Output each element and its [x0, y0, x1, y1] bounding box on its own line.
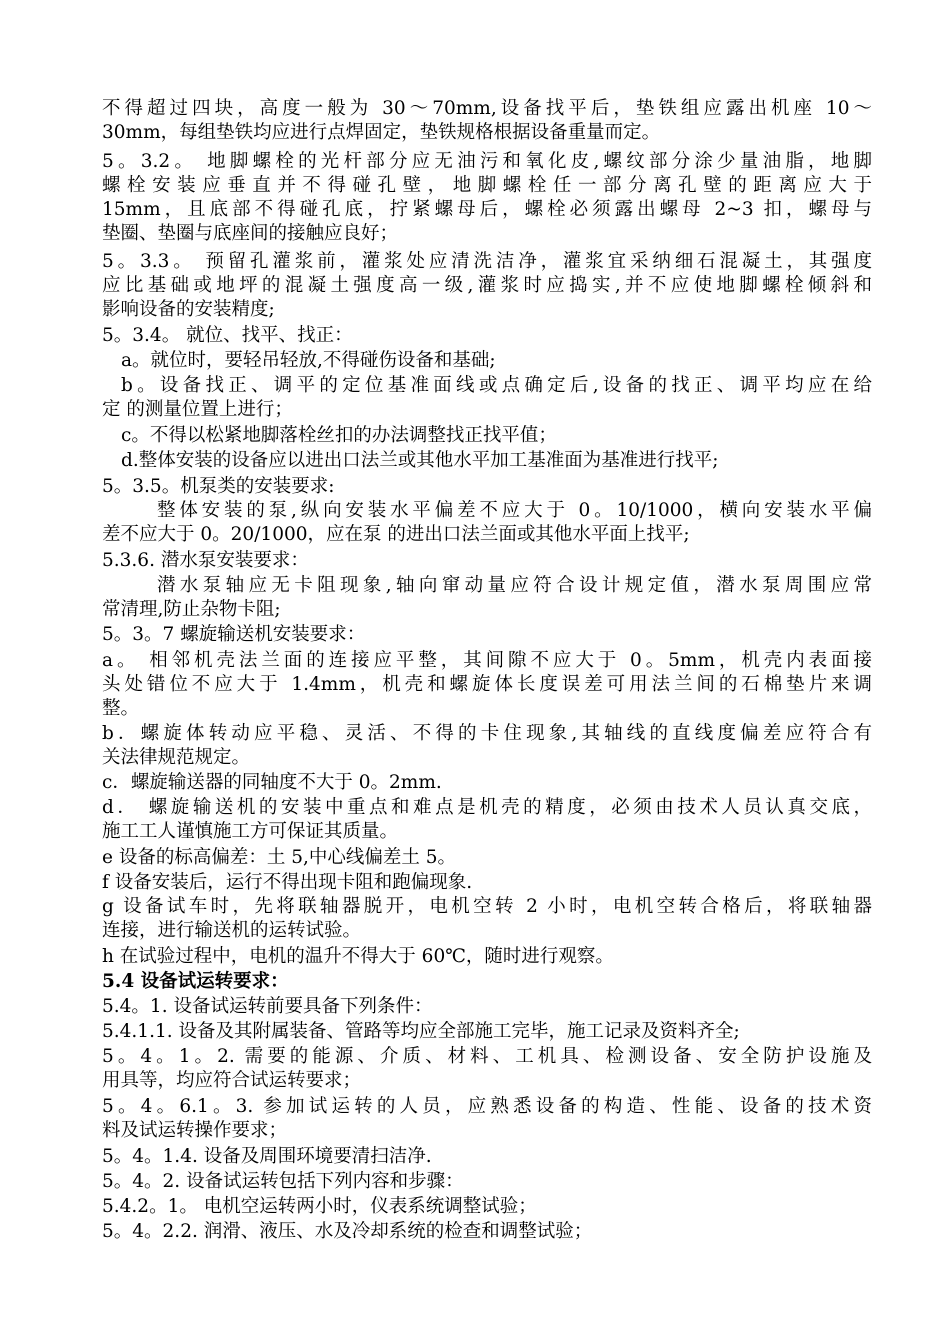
text-line: a。 相邻机壳法兰面的连接应平整，其间隙不应大于 0。5mm，机壳内表面接	[102, 650, 872, 671]
section-heading: 5.3.6. 潜水泵安装要求：	[102, 550, 309, 571]
text-line: 5。4。2. 设备试运转包括下列内容和步骤：	[102, 1171, 464, 1192]
text-line: g 设备试车时，先将联轴器脱开，电机空转 2 小时，电机空转合格后，将联轴器	[102, 896, 872, 917]
text-line: 不得超过四块，高度一般为 30～70mm,设备找平后，垫铁组应露出机座 10～	[102, 98, 872, 119]
text-line: f 设备安装后，运行不得出现卡阻和跑偏现象.	[102, 872, 473, 893]
text-line: 整体安装的泵,纵向安装水平偏差不应大于 0。10/1000，横向安装水平偏	[157, 500, 872, 521]
text-line: 影响设备的安装精度;	[102, 299, 275, 320]
text-line: 用具等，均应符合试运转要求；	[102, 1070, 362, 1091]
text-line: 5。4。1。2. 需要的能源、介质、材料、工机具、检测设备、安全防护设施及	[102, 1046, 872, 1067]
text-line: 5.4.2。1。 电机空运转两小时，仪表系统调整试验；	[102, 1196, 537, 1217]
text-line: 垫圈、垫圈与底座间的接触应良好；	[102, 223, 399, 244]
section-heading: 5。3。7 螺旋输送机安装要求：	[102, 624, 366, 645]
text-line: 5.4。1. 设备试运转前要具备下列条件：	[102, 996, 433, 1017]
section-heading: 5。3.5。机泵类的安装要求:	[102, 476, 335, 497]
list-item: c。不得以松紧地脚落栓丝扣的办法调整找正找平值；	[121, 425, 557, 446]
text-line: h 在试验过程中，电机的温升不得大于 60℃，随时进行观察。	[102, 946, 614, 967]
text-line: 5。3.2。 地脚螺栓的光杆部分应无油污和氧化皮,螺纹部分涂少量油脂，地脚	[102, 151, 872, 172]
text-line: d． 螺旋输送机的安装中重点和难点是机壳的精度，必须由技术人员认真交底，	[102, 797, 872, 818]
list-item: d.整体安装的设备应以进出口法兰或其他水平加工基准面为基准进行找平;	[121, 450, 719, 471]
text-line: 差不应大于 0。20/1000，应在泵 的进出口法兰面或其他水平面上找平;	[102, 524, 690, 545]
text-line: 施工工人谨慎施工方可保证其质量。	[102, 821, 399, 842]
list-item: a。就位时，要轻吊轻放,不得碰伤设备和基础;	[121, 350, 496, 371]
text-line: e 设备的标高偏差：土 5,中心线偏差土 5。	[102, 847, 457, 868]
text-line: 整。	[102, 698, 140, 719]
text-line: 头处错位不应大于 1.4mm，机壳和螺旋体长度误差可用法兰间的石棉垫片来调	[102, 674, 872, 695]
text-line: 5。4。6.1。3. 参加试运转的人员，应熟悉设备的构造、性能、设备的技术资	[102, 1096, 872, 1117]
section-heading: 5.4 设备试运转要求：	[102, 971, 289, 992]
text-line: 5。3.3。 预留孔灌浆前，灌浆处应清洗洁净，灌浆宜采纳细石混凝土，其强度	[102, 251, 872, 272]
text-line: 常清理,防止杂物卡阻;	[102, 599, 281, 620]
text-line: 连接，进行输送机的运转试验。	[102, 920, 362, 941]
text-line: 5。4。2.2. 润滑、液压、水及冷却系统的检查和调整试验；	[102, 1221, 593, 1242]
text-line: 关法律规范规定。	[102, 747, 251, 768]
text-line: 15mm，且底部不得碰孔底，拧紧螺母后，螺栓必须露出螺母 2~3 扣，螺母与	[102, 199, 872, 220]
text-line: 潜水泵轴应无卡阻现象,轴向窜动量应符合设计规定值，潜水泵周围应常	[157, 575, 872, 596]
text-line: 定 的测量位置上进行；	[102, 399, 293, 420]
text-line: 应比基础或地坪的混凝土强度高一级,灌浆时应捣实,并不应使地脚螺栓倾斜和	[102, 275, 872, 296]
text-line: 螺栓安装应垂直并不得碰孔壁，地脚螺栓任一部分离孔壁的距离应大于	[102, 175, 872, 196]
text-line: 30mm，每组垫铁均应进行点焊固定，垫铁规格根据设备重量而定。	[102, 122, 661, 143]
text-line: c．螺旋输送器的同轴度不大于 0。2mm.	[102, 772, 442, 793]
list-item: b。设备找正、调平的定位基准面线或点确定后,设备的找正、调平均应在给	[121, 375, 872, 396]
text-line: 5.4.1.1. 设备及其附属装备、管路等均应全部施工完毕，施工记录及资料齐全;	[102, 1021, 740, 1042]
section-heading: 5。3.4。 就位、找平、找正：	[102, 325, 353, 346]
text-line: 料及试运转操作要求；	[102, 1120, 288, 1141]
text-line: 5。4。1.4. 设备及周围环境要清扫洁净.	[102, 1146, 432, 1167]
text-line: b．螺旋体转动应平稳、灵活、不得的卡住现象,其轴线的直线度偏差应符合有	[102, 723, 872, 744]
